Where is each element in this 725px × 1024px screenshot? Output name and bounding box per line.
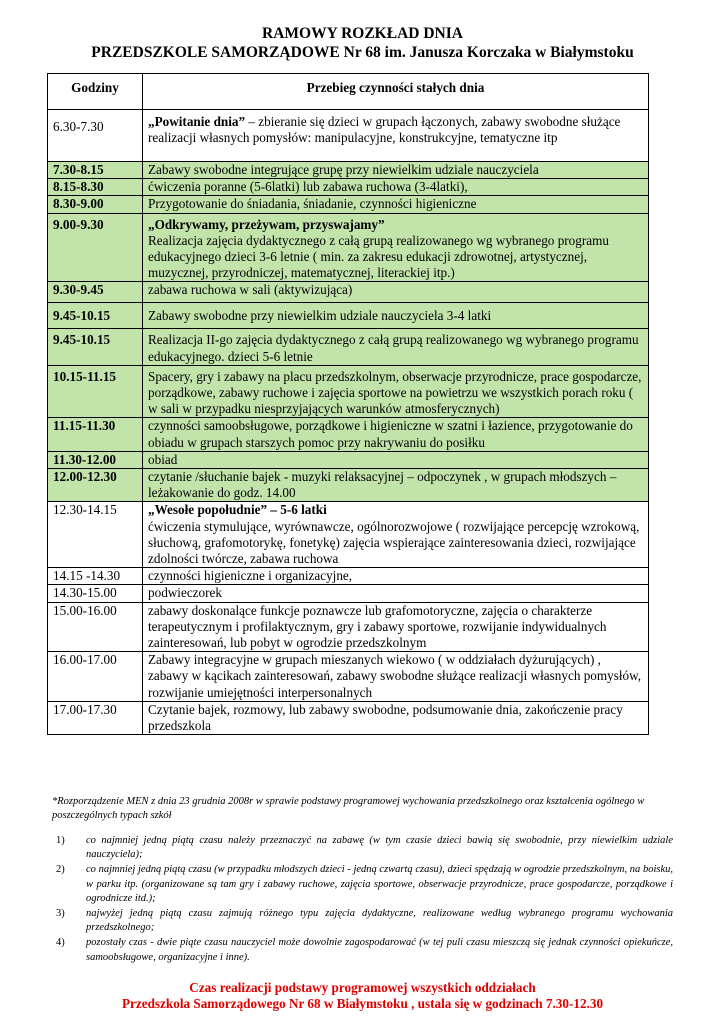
row-heading: „Wesołe popołudnie” – 5-6 latki — [148, 502, 327, 518]
header-hours: Godziny — [48, 74, 143, 110]
table-row — [48, 652, 649, 702]
row-activity: Przygotowanie do śniadania, śniadanie, czynności higieniczne — [143, 196, 649, 213]
list-number: 3) — [56, 908, 65, 920]
row-time: 14.15 -14.30 — [48, 568, 143, 585]
list-number: 1) — [56, 835, 65, 846]
table-row — [48, 179, 649, 196]
row-activity: zabawy doskonalące funkcje poznawcze lub grafomotoryczne, zajęcia o charakterze terapeutycznym i profilaktycznym, gry i zabawy sportowe, rozwijanie indywidualnych zainteresowań, lub pobyt w ogrodzie przedszkolnym — [143, 602, 649, 652]
list-number: 2) — [56, 864, 65, 876]
row-activity: Zabawy integracyjne w grupach mieszanych wiekowo ( w oddziałach dyżurujących) , zabawy w kącikach zainteresowań, zabawy swobodne służące realizacji własnych pomysłów, rozwijanie umiejętności interpersonalnych — [143, 652, 649, 702]
closing-note-line2: Przedszkola Samorządowego Nr 68 w Białymstoku , ustala się w godzinach 7.30-12.30 — [121, 996, 604, 1011]
table-row — [48, 602, 649, 652]
table-row — [48, 469, 649, 502]
table-row — [48, 418, 649, 451]
row-time: 15.00-16.00 — [48, 602, 143, 652]
row-time: 9.45-10.15 — [48, 303, 143, 329]
row-activity: zabawa ruchowa w sali (aktywizująca) — [143, 282, 649, 303]
row-activity: Czytanie bajek, rozmowy, lub zabawy swobodne, podsumowanie dnia, zakończenie pracy przedszkola — [143, 701, 649, 734]
list-number: 4) — [56, 937, 65, 949]
row-activity: Realizacja II-go zajęcia dydaktycznego z całą grupą realizowanego wg wybranego programu edukacyjnego. dzieci 5-6 letnie — [143, 329, 649, 365]
row-time: 8.15-8.30 — [48, 179, 143, 196]
list-text: pozostały czas - dwie piąte czasu nauczyciel może dowolnie zagospodarować (w tej puli czasu mieszczą się jednak czynności opiekuńcze, samoobsługowe, organizacyjne i inne). — [86, 937, 673, 963]
regulation-footnote: *Rozporządzenie MEN z dnia 23 grudnia 2008r w sprawie podstawy programowej wychowania przedszkolnego oraz kształcenia ogólnego w poszczególnych typach szkół — [52, 796, 645, 821]
time-allocation-rules — [53, 834, 673, 966]
table-row — [48, 282, 649, 303]
row-activity: czynności higieniczne i organizacyjne, — [143, 568, 649, 585]
table-row — [48, 303, 649, 329]
row-text: ćwiczenia stymulujące, wyrównawcze, ogólnorozwojowe ( rozwijające percepcję wzrokową, słuchową, grafomotorykę, fonetykę) zajęcia wspierające zainteresowania dzieci, rozwijające zdolności twórcze, zabawa ruchowa — [148, 518, 640, 567]
list-item — [53, 863, 673, 906]
closing-note-line1: Czas realizacji podstawy programowej wszystkich oddziałach — [189, 980, 536, 995]
row-time: 9.45-10.15 — [48, 329, 143, 365]
document-subtitle: PRZEDSZKOLE SAMORZĄDOWE Nr 68 im. Janusza Korczaka w Białymstoku — [91, 44, 634, 61]
row-time: 9.30-9.45 — [48, 282, 143, 303]
table-header-row — [48, 74, 649, 110]
row-heading: „Powitanie dnia” — [148, 114, 246, 129]
table-row — [48, 196, 649, 213]
table-row — [48, 502, 649, 568]
row-activity: czytanie /słuchanie bajek - muzyki relaksacyjnej – odpoczynek , w grupach młodszych – leżakowanie do godz. 14.00 — [143, 469, 649, 502]
table-row — [48, 329, 649, 365]
table-row — [48, 451, 649, 468]
table-row — [48, 213, 649, 282]
list-text: co najmniej jedną piątą czasu (w przypadku młodszych dzieci - jedną czwartą czasu), dzieci spędzają w ogrodzie przedszkolnym, na boisku, w parku itp. (organizowane są tam gry i zabawy ruchowe, zajęcia sportowe, obserwacje przyrodnicze, prace gospodarcze, porządkowe i ogrodnicze itd.); — [86, 864, 673, 904]
row-activity: obiad — [143, 451, 649, 468]
row-activity: ćwiczenia poranne (5-6latki) lub zabawa ruchowa (3-4latki), — [143, 179, 649, 196]
row-time: 6.30-7.30 — [48, 110, 143, 162]
row-text: – zbieranie się dzieci w grupach łączonych, zabawy swobodne służące realizacji własnych pomysłów: manipulacyjne, konstrukcyjne, tematyczne itp — [148, 114, 621, 146]
row-activity: czynności samoobsługowe, porządkowe i higieniczne w szatni i łazience, przygotowanie do obiadu w grupach starszych pomoc przy nakrywaniu do posiłku — [143, 418, 649, 451]
row-time: 10.15-11.15 — [48, 365, 143, 418]
table-row — [48, 568, 649, 585]
row-time: 17.00-17.30 — [48, 701, 143, 734]
row-time: 11.30-12.00 — [48, 451, 143, 468]
row-activity — [143, 502, 649, 568]
table-row — [48, 365, 649, 418]
row-time: 16.00-17.00 — [48, 652, 143, 702]
row-activity: podwieczorek — [143, 585, 649, 602]
header-activities: Przebieg czynności stałych dnia — [143, 74, 649, 110]
table-row — [48, 701, 649, 734]
row-activity: Zabawy swobodne integrujące grupę przy niewielkim udziale nauczyciela — [143, 162, 649, 179]
document-title: RAMOWY ROZKŁAD DNIA — [262, 25, 463, 42]
list-text: najwyżej jedną piątą czasu zajmują różnego typu zajęcia dydaktyczne, realizowane według wybranego programu wychowania przedszkolnego; — [86, 908, 673, 934]
table-row — [48, 110, 649, 162]
row-time: 12.30-14.15 — [48, 502, 143, 568]
list-item — [53, 936, 673, 964]
row-text: Realizacja zajęcia dydaktycznego z całą grupą realizowanego wg wybranego programu edukacyjnego dzieci 3-6 letnie ( min. za zakresu edukacji zdrowotnej, artystycznej, muzycznej, przyrodniczej, matematycznej, literackiej itp.) — [148, 232, 609, 281]
table-row — [48, 585, 649, 602]
row-time: 7.30-8.15 — [48, 162, 143, 179]
row-time: 12.00-12.30 — [48, 469, 143, 502]
schedule-table — [47, 73, 649, 735]
row-activity: Spacery, gry i zabawy na placu przedszkolnym, obserwacje przyrodnicze, prace gospodarcze, porządkowe, zabawy ruchowe i zajęcia sportowe na powietrzu we wszystkich porach roku ( w sali w przypadku niesprzyjających warunków atmosferycznych) — [143, 365, 649, 418]
table-row — [48, 162, 649, 179]
list-item — [53, 907, 673, 935]
row-activity — [143, 213, 649, 282]
list-text: co najmniej jedną piątą czasu należy przeznaczyć na zabawę (w tym czasie dzieci bawią się swobodnie, przy niewielkim udziale nauczyciela); — [86, 835, 673, 861]
row-time: 9.00-9.30 — [48, 213, 143, 282]
list-item — [53, 834, 673, 862]
row-time: 11.15-11.30 — [48, 418, 143, 451]
row-time: 8.30-9.00 — [48, 196, 143, 213]
row-activity: Zabawy swobodne przy niewielkim udziale nauczyciela 3-4 latki — [143, 303, 649, 329]
row-activity — [143, 110, 649, 162]
row-heading: „Odkrywamy, przeżywam, przyswajamy” — [148, 216, 385, 232]
row-time: 14.30-15.00 — [48, 585, 143, 602]
